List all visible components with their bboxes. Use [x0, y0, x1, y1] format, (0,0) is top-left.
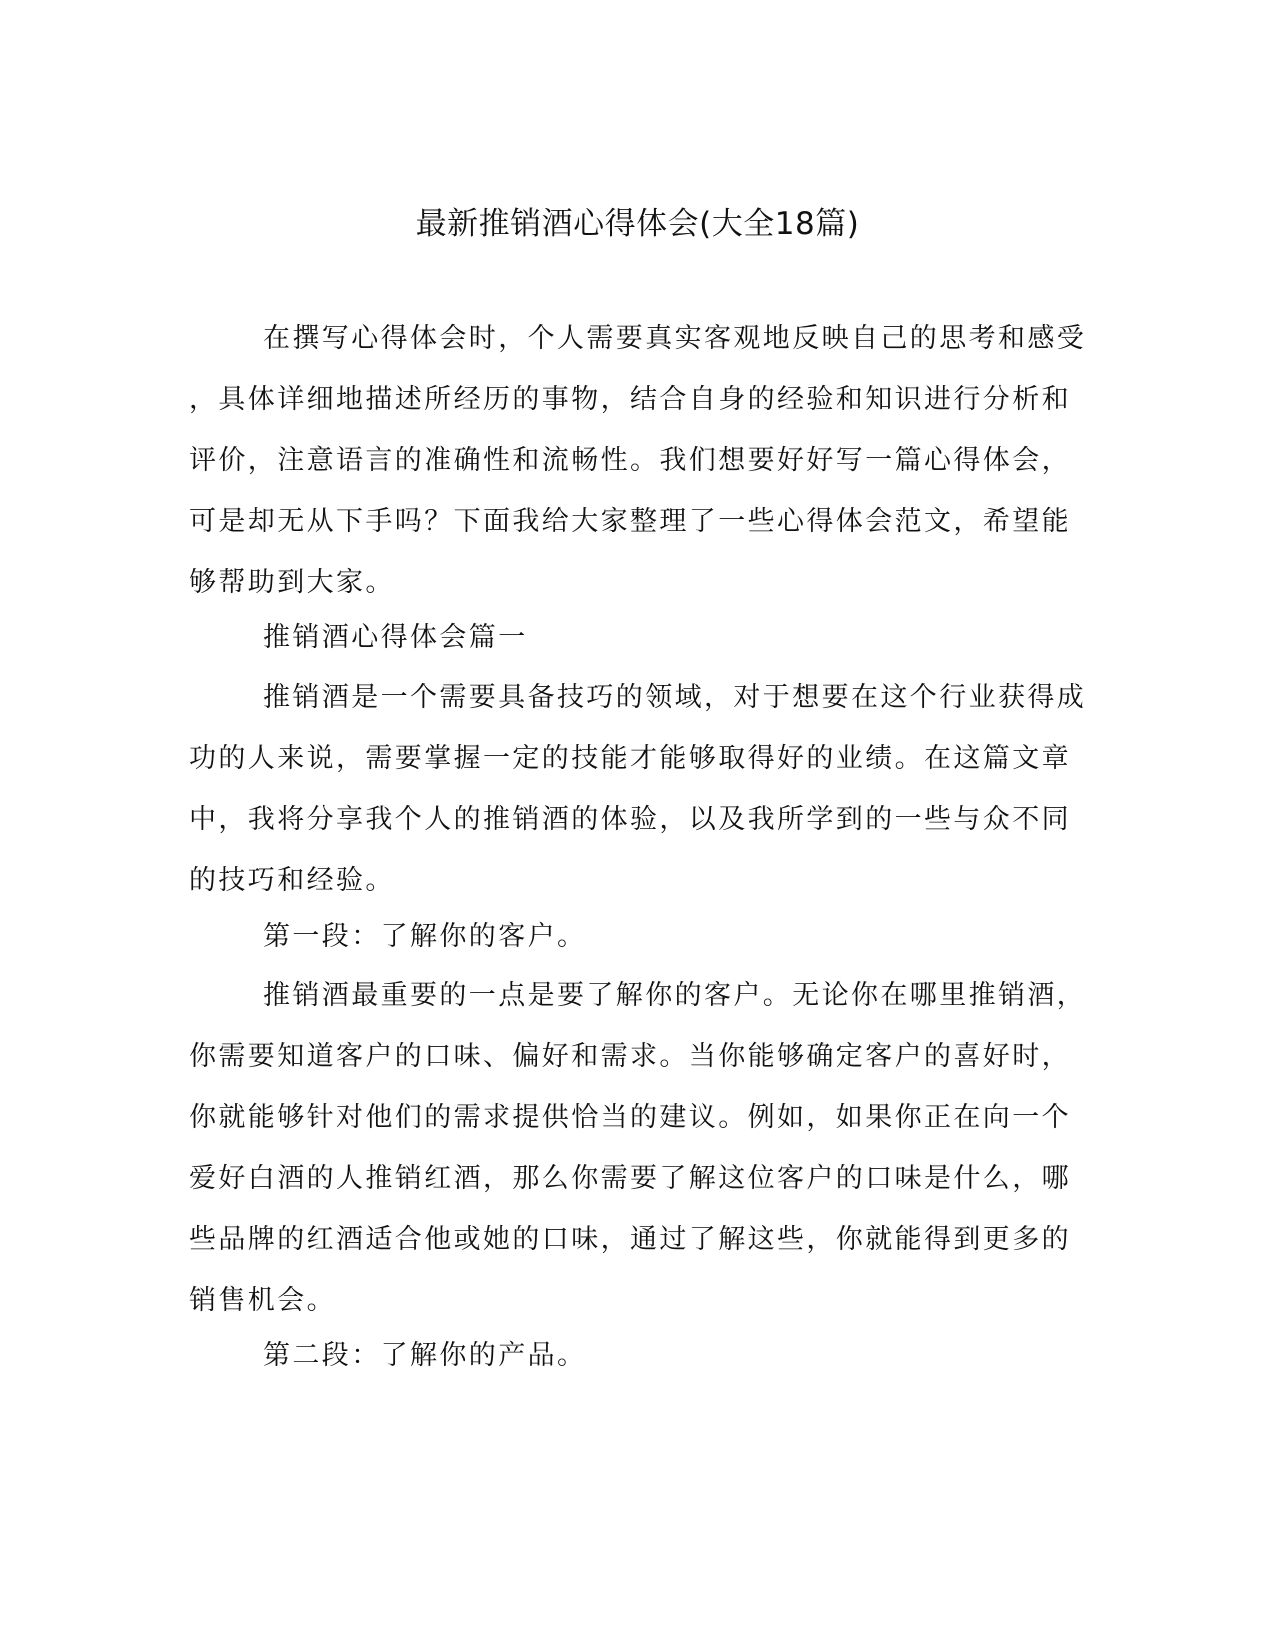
section-heading [189, 1325, 1069, 1386]
text-line: 够帮助到大家。 [189, 567, 395, 598]
text-line: 推销酒心得体会篇一 [263, 622, 528, 653]
body-paragraph [189, 667, 1087, 911]
text-line: 中，我将分享我个人的推销酒的体验，以及我所学到的一些与众不同 [189, 804, 1071, 835]
text-line: ，具体详细地描述所经历的事物，结合自身的经验和知识进行分析和 [189, 384, 1071, 415]
text-line: 评价，注意语言的准确性和流畅性。我们想要好好写一篇心得体会， [189, 445, 1071, 476]
section-heading [189, 906, 1069, 967]
text-line: 推销酒是一个需要具备技巧的领域，对于想要在这个行业获得成 [263, 682, 1087, 713]
text-line: 些品牌的红酒适合他或她的口味，通过了解这些，你就能得到更多的 [189, 1224, 1071, 1255]
intro-paragraph [189, 308, 1087, 613]
text-line: 第一段：了解你的客户。 [263, 921, 587, 952]
text-line: 你需要知道客户的口味、偏好和需求。当你能够确定客户的喜好时， [189, 1041, 1071, 1072]
text-line: 功的人来说，需要掌握一定的技能才能够取得好的业绩。在这篇文章 [189, 743, 1071, 774]
document-title: 最新推销酒心得体会(大全18篇) [415, 206, 860, 242]
section-heading [189, 607, 1069, 668]
text-line: 在撰写心得体会时，个人需要真实客观地反映自己的思考和感受 [263, 323, 1087, 354]
text-line: 的技巧和经验。 [189, 865, 395, 896]
text-line: 销售机会。 [189, 1285, 336, 1316]
text-line: 第二段：了解你的产品。 [263, 1340, 587, 1371]
text-line: 你就能够针对他们的需求提供恰当的建议。例如，如果你正在向一个 [189, 1102, 1071, 1133]
text-line: 爱好白酒的人推销红酒，那么你需要了解这位客户的口味是什么，哪 [189, 1163, 1071, 1194]
body-paragraph [189, 965, 1087, 1331]
text-line: 可是却无从下手吗？下面我给大家整理了一些心得体会范文，希望能 [189, 506, 1071, 537]
text-line: 推销酒最重要的一点是要了解你的客户。无论你在哪里推销酒， [263, 980, 1087, 1011]
